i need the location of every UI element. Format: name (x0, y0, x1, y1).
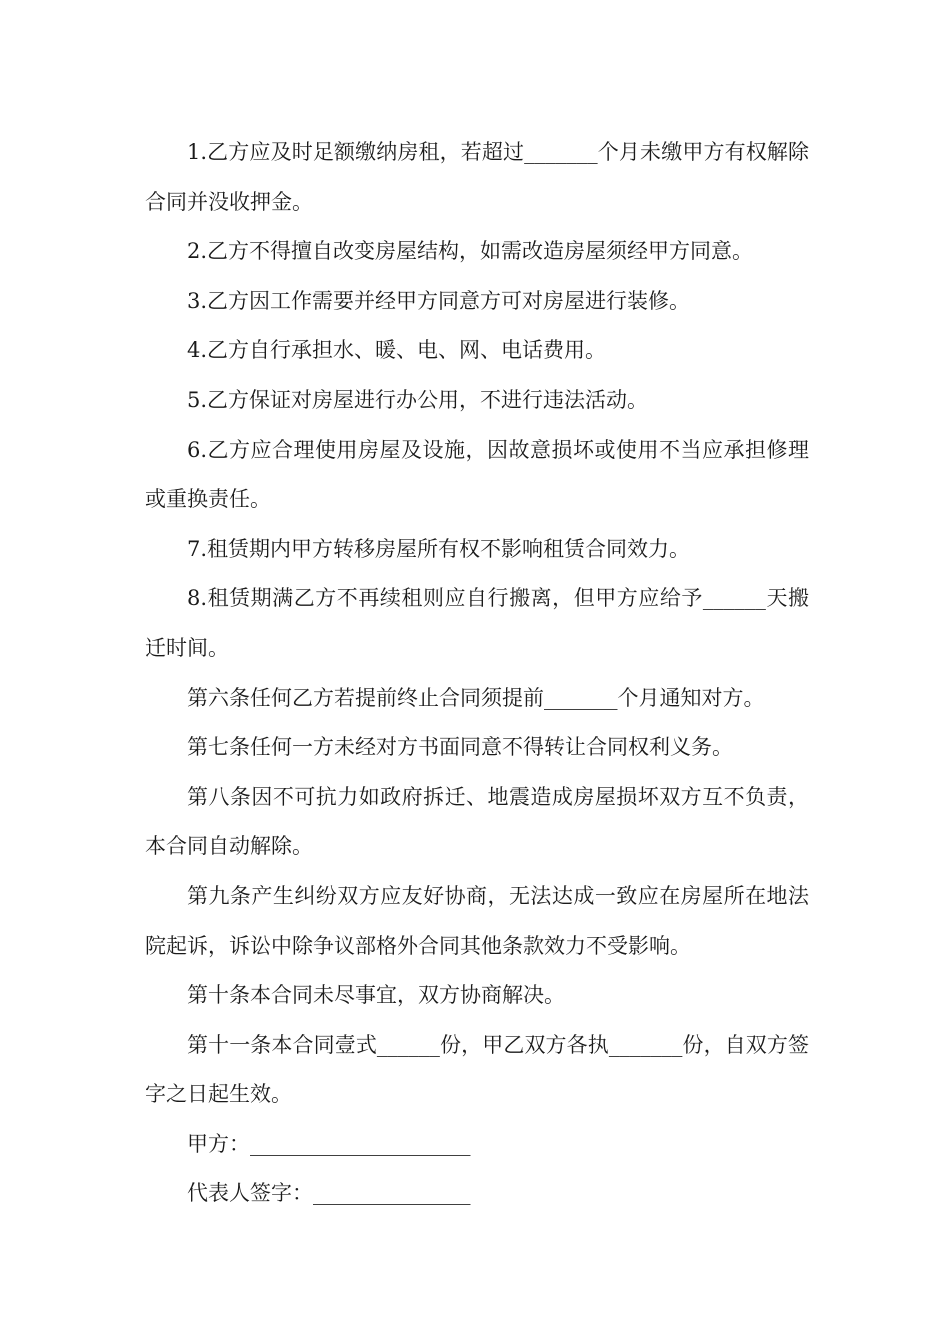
clause-office-use: 5.乙方保证对房屋进行办公用，不进行违法活动。 (187, 387, 649, 412)
clause-moving-out: 8.租赁期满乙方不再续租则应自行搬离，但甲方应给予______天搬迁时间。 (145, 586, 809, 660)
article-9: 第九条产生纠纷双方应友好协商，无法达成一致应在房屋所在地法院起诉，诉讼中除争议部格外合同其他条款效力不受影响。 (145, 883, 809, 958)
article-7: 第七条任何一方未经对方书面同意不得转让合同权利义务。 (187, 735, 733, 760)
representative-signature-line: 代表人签字：_______________ (187, 1181, 471, 1206)
party-a-signature-line: 甲方：_____________________ (187, 1131, 471, 1156)
article-6: 第六条任何乙方若提前终止合同须提前_______个月通知对方。 (187, 685, 765, 710)
document-body (145, 128, 809, 1219)
clause-proper-use: 6.乙方应合理使用房屋及设施，因故意损坏或使用不当应承担修理或重换责任。 (145, 437, 809, 512)
clause-utility-fees: 4.乙方自行承担水、暖、电、网、电话费用。 (187, 338, 607, 363)
clause-rent-payment: 1.乙方应及时足额缴纳房租，若超过_______个月未缴甲方有权解除合同并没收押金。 (145, 140, 809, 214)
clause-ownership-transfer: 7.租赁期内甲方转移房屋所有权不影响租赁合同效力。 (187, 536, 691, 561)
article-10: 第十条本合同未尽事宜，双方协商解决。 (187, 983, 565, 1008)
article-11: 第十一条本合同壹式______份，甲乙双方各执_______份，自双方签字之日起生效。 (145, 1032, 809, 1107)
article-8: 第八条因不可抗力如政府拆迁、地震造成房屋损坏双方互不负责，本合同自动解除。 (145, 784, 809, 859)
clause-no-structural-change: 2.乙方不得擅自改变房屋结构，如需改造房屋须经甲方同意。 (187, 239, 754, 264)
clause-renovation: 3.乙方因工作需要并经甲方同意方可对房屋进行装修。 (187, 288, 691, 313)
